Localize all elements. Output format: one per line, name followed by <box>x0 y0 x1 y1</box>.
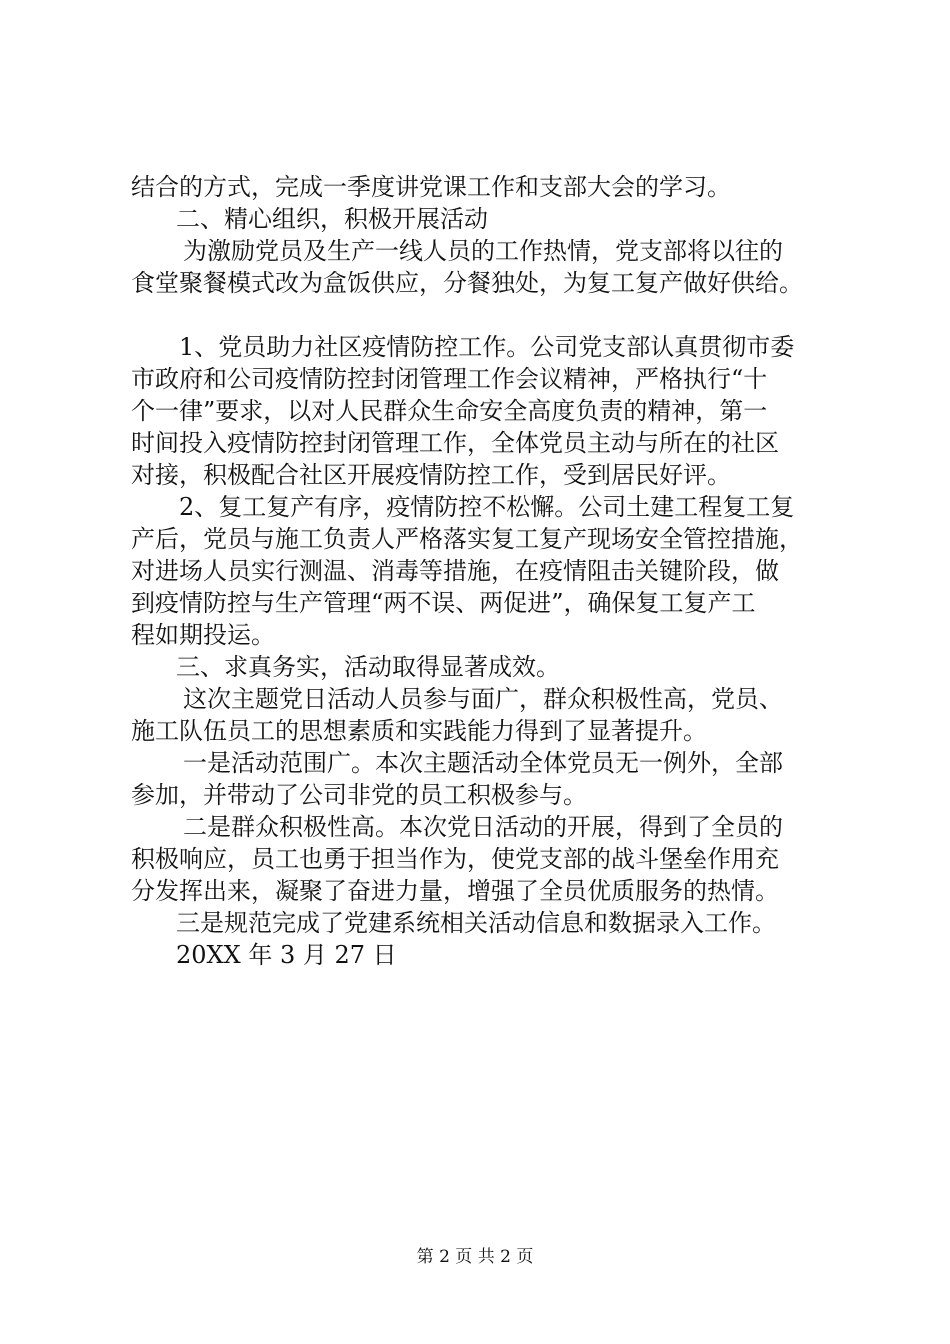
paragraph-line: 积极响应，员工也勇于担当作为，使党支部的战斗堡垒作用充 <box>131 845 779 873</box>
paragraph-line: 个一律”要求，以对人民群众生命安全高度负责的精神，第一 <box>131 397 768 425</box>
paragraph-line: 参加，并带动了公司非党的员工积极参与。 <box>131 781 587 809</box>
paragraph-line: 产后，党员与施工负责人严格落实复工复产现场安全管控措施， <box>131 525 803 553</box>
section-heading: 三、求真务实，活动取得显著成效。 <box>176 653 560 681</box>
paragraph-line: 市政府和公司疫情防控封闭管理工作会议精神，严格执行“十 <box>131 365 768 393</box>
paragraph-line: 时间投入疫情防控封闭管理工作，全体党员主动与所在的社区 <box>131 429 779 457</box>
document-body <box>131 171 851 971</box>
page-footer: 第 2 页 共 2 页 <box>416 1247 534 1267</box>
paragraph-line: 三是规范完成了党建系统相关活动信息和数据录入工作。 <box>176 909 776 937</box>
paragraph-line: 这次主题党日活动人员参与面广，群众积极性高，党员、 <box>183 685 783 713</box>
paragraph-line: 结合的方式，完成一季度讲党课工作和支部大会的学习。 <box>131 173 731 201</box>
paragraph-line: 到疫情防控与生产管理“两不误、两促进”，确保复工复产工 <box>131 589 756 617</box>
section-heading: 二、精心组织，积极开展活动 <box>176 205 488 233</box>
paragraph-gap <box>131 299 851 331</box>
paragraph-line: 二是群众积极性高。本次党日活动的开展，得到了全员的 <box>183 813 783 841</box>
paragraph-line: 对进场人员实行测温、消毒等措施，在疫情阻击关键阶段，做 <box>131 557 779 585</box>
document-date: 20XX 年 3 月 27 日 <box>176 941 397 969</box>
paragraph-line: 程如期投运。 <box>131 621 275 649</box>
paragraph-line: 分发挥出来，凝聚了奋进力量，增强了全员优质服务的热情。 <box>131 877 779 905</box>
paragraph-line: 1、党员助力社区疫情防控工作。公司党支部认真贯彻市委 <box>179 333 795 361</box>
paragraph-line: 施工队伍员工的思想素质和实践能力得到了显著提升。 <box>131 717 707 745</box>
paragraph-line: 食堂聚餐模式改为盒饭供应，分餐独处，为复工复产做好供给。 <box>131 269 803 297</box>
paragraph-line: 对接，积极配合社区开展疫情防控工作，受到居民好评。 <box>131 461 731 489</box>
paragraph-line: 2、复工复产有序，疫情防控不松懈。公司土建工程复工复 <box>179 493 795 521</box>
paragraph-line: 为激励党员及生产一线人员的工作热情，党支部将以往的 <box>183 237 783 265</box>
paragraph-line: 一是活动范围广。本次主题活动全体党员无一例外，全部 <box>183 749 783 777</box>
